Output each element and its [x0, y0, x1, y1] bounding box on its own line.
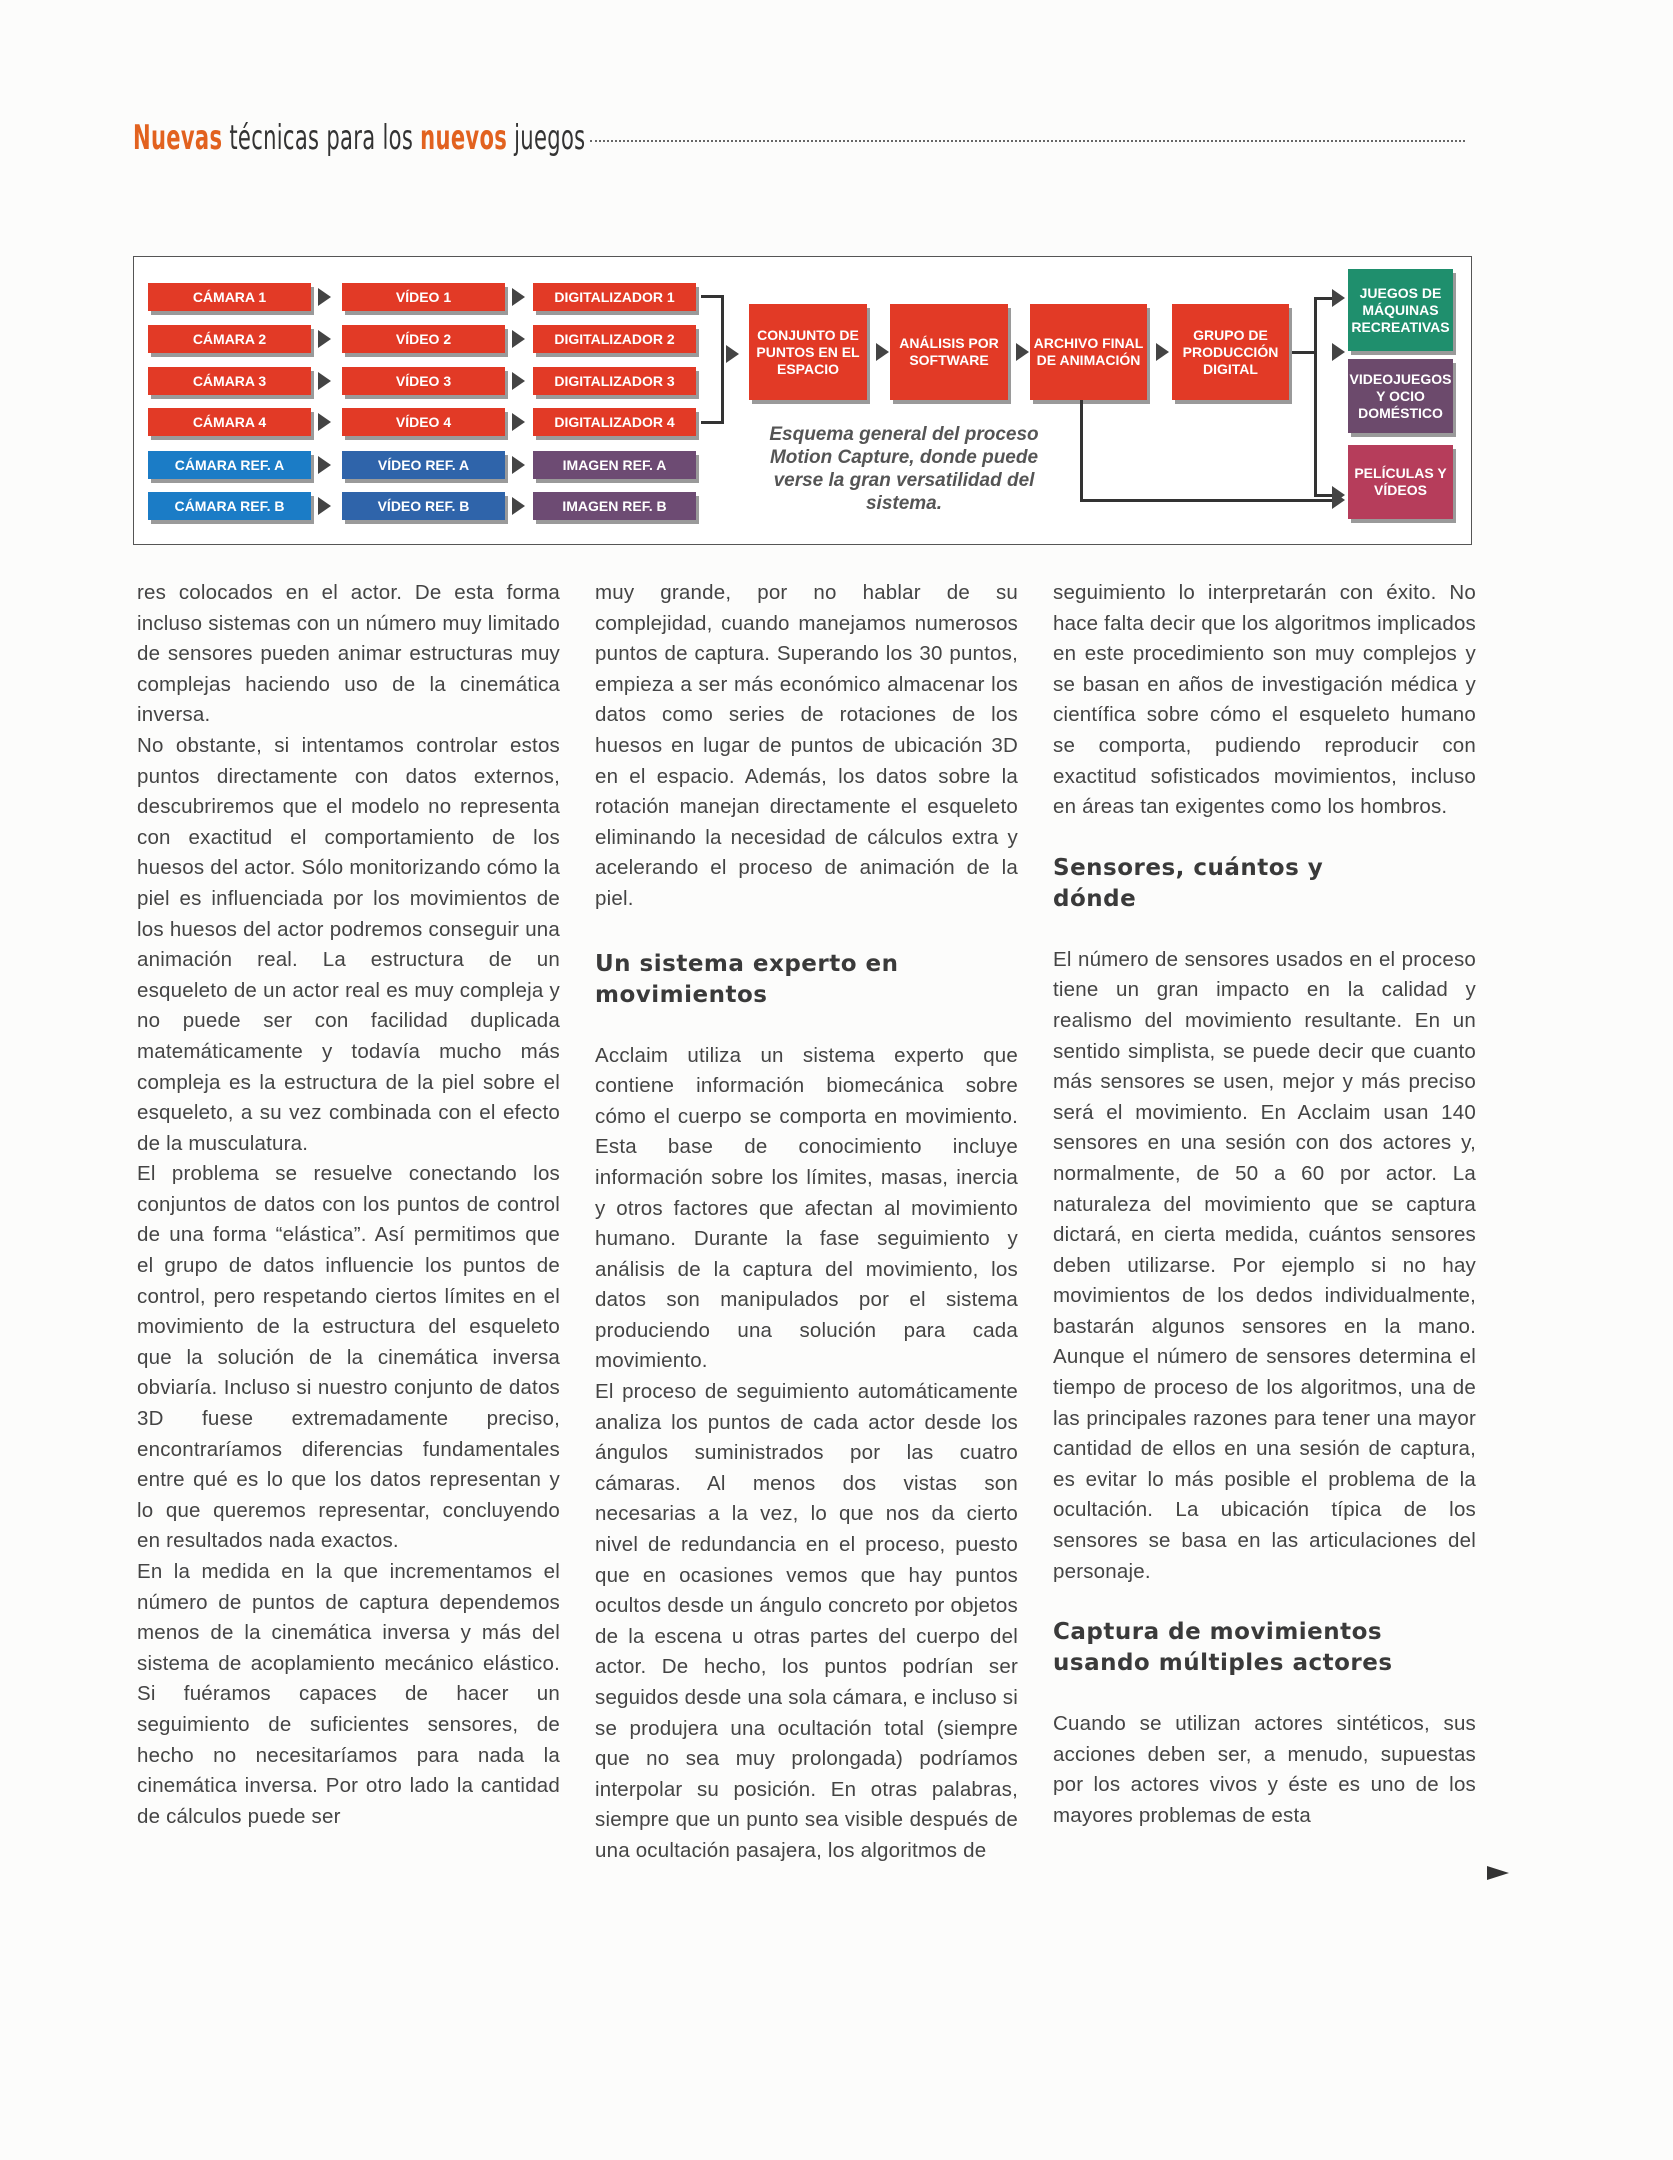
paragraph: El proceso de seguimiento automáticamente analiza los puntos de cada actor desde los ángulos suministrados por las cuatro cámaras. Al menos dos vistas son necesarias a la vez, lo que nos da cierto nivel de redundancia en el proceso, puesto que en ocasiones vemos que hay puntos ocultos desde un ángulo concreto por objetos de la escena u otras partes del cuerpo del actor. De hecho, los puntos podrían ser seguidos desde una sola cámara, e incluso si se produjera una ocultación total (siempre que no sea muy prolongada) podríamos interpolar su posición. En otras palabras, siempre que un punto sea visible después de una ocultación pasajera, los algoritmos de	[595, 1380, 1018, 1862]
video-box: VÍDEO 2	[342, 325, 505, 353]
bracket-line	[721, 295, 724, 424]
arrow-icon	[512, 413, 525, 431]
arrow-icon	[318, 372, 331, 390]
box-analisis: ANÁLISIS POR SOFTWARE	[890, 304, 1008, 400]
camera-box: CÁMARA 2	[148, 325, 311, 353]
arrow-icon	[318, 413, 331, 431]
video-box: VÍDEO REF. A	[342, 451, 505, 479]
digitizer-box: DIGITALIZADOR 2	[533, 325, 696, 353]
arrow-icon	[1332, 289, 1345, 307]
section-heading: Un sistema experto en movimientos	[595, 950, 899, 1008]
paragraph: Acclaim utiliza un sistema experto que contiene información biomecánica sobre cómo el cuerpo se comporta en movimiento. Esta base de conocimiento incluye información sobre los límites, masas, inercia y otros factores que afectan al movimiento humano. Durante la fase seguimiento y análisis de la captura del movimiento, los datos son manipulados por el sistema produciendo una solución para cada movimiento.	[595, 1043, 1018, 1373]
arrow-icon	[1016, 343, 1029, 361]
arrow-icon	[876, 343, 889, 361]
column-2	[595, 578, 1018, 1867]
digitizer-box: DIGITALIZADOR 3	[533, 367, 696, 395]
column-1	[137, 578, 560, 1832]
box-grupo: GRUPO DE PRODUCCIÓN DIGITAL	[1172, 304, 1289, 400]
arrow-icon	[1156, 343, 1169, 361]
continue-arrow-icon	[1487, 1866, 1509, 1880]
camera-box: CÁMARA 3	[148, 367, 311, 395]
motion-capture-diagram	[133, 256, 1472, 545]
arrow-icon	[1332, 343, 1345, 361]
arrow-icon	[318, 288, 331, 306]
connector-line	[1080, 400, 1083, 502]
paragraph: Cuando se utilizan actores sintéticos, sus acciones deben ser, a menudo, supuestas por los actores vivos y éste es uno de los mayores problemas de esta	[1053, 1712, 1476, 1827]
digitizer-box: DIGITALIZADOR 4	[533, 408, 696, 436]
camera-box: CÁMARA 1	[148, 283, 311, 311]
connector-line	[1314, 297, 1317, 497]
camera-box: CÁMARA REF. A	[148, 451, 311, 479]
arrow-icon	[512, 456, 525, 474]
video-box: VÍDEO 3	[342, 367, 505, 395]
connector-line	[1080, 499, 1332, 502]
video-box: VÍDEO 1	[342, 283, 505, 311]
paragraph: muy grande, por no hablar de su complejidad, cuando manejamos numerosos puntos de captura. Superando los 30 puntos, empieza a ser más económico almacenar los datos como series de rotaciones de los huesos en lugar de puntos de ubicación 3D en el espacio. Además, los datos sobre la rotación manejan directamente el esqueleto eliminando la necesidad de cálculos extra y acelerando el proceso de animación de la piel.	[595, 581, 1018, 910]
box-conjunto: CONJUNTO DE PUNTOS EN EL ESPACIO	[749, 304, 867, 400]
header-dotted-rule	[590, 140, 1465, 142]
bracket-line	[701, 421, 723, 424]
paragraph: No obstante, si intentamos controlar estos puntos directamente con datos externos, descubriremos que el modelo no representa con exactitud el comportamiento de los huesos del actor. Sólo monitorizando cómo la piel es influenciada por los movimientos de los huesos del actor podremos conseguir una animación real. La estructura de un esqueleto de un actor real es muy compleja y no puede ser con facilidad duplicada matemáticamente y todavía mucho más compleja es la estructura de la piel sobre el esqueleto, a su vez combinada con el efecto de la musculatura.	[137, 733, 560, 1155]
header-word: Nuevas	[133, 118, 223, 158]
box-archivo: ARCHIVO FINAL DE ANIMACIÓN	[1030, 304, 1147, 400]
arrow-icon	[512, 372, 525, 390]
connector-line	[1292, 351, 1314, 354]
arrow-icon	[512, 497, 525, 515]
arrow-icon	[512, 330, 525, 348]
digitizer-box: IMAGEN REF. B	[533, 492, 696, 520]
bracket-line	[701, 295, 723, 298]
arrow-icon	[726, 345, 739, 363]
output-movies: PELÍCULAS Y VÍDEOS	[1348, 445, 1453, 519]
arrow-icon	[1332, 491, 1345, 509]
arrow-icon	[318, 456, 331, 474]
paragraph: res colocados en el actor. De esta forma incluso sistemas con un número muy limitado de sensores pueden animar estructuras muy complejas haciendo uso de la cinemática inversa.	[137, 581, 560, 727]
digitizer-box: DIGITALIZADOR 1	[533, 283, 696, 311]
camera-box: CÁMARA 4	[148, 408, 311, 436]
connector-line	[1314, 494, 1334, 497]
paragraph: El número de sensores usados en el proceso tiene un gran impacto en la calidad y realismo del movimiento resultante. En un sentido simplista, se puede decir que cuanto más sensores se usen, mejor y más preciso será el movimiento. En Acclaim usan 140 sensores en una sesión con dos actores y, normalmente, de 50 a 60 por actor. La naturaleza del movimiento que se captura dictará, en cierta medida, cuántos sensores deben utilizarse. Por ejemplo si no hay movimientos de los dedos individualmente, bastarán algunos sensores en la mano. Aunque el número de sensores determina el tiempo de proceso de los algoritmos, una de las principales razones para tener una mayor cantidad de ellos en una sesión de captura, es evitar lo más posible el problema de la ocultación. La ubicación típica de los sensores se basa en las articulaciones del personaje.	[1053, 947, 1476, 1583]
video-box: VÍDEO REF. B	[342, 492, 505, 520]
paragraph: seguimiento lo interpretarán con éxito. No hace falta decir que los algoritmos implicados en este procedimiento son muy complejos y se basan en años de investigación médica y científica sobre cómo el esqueleto humano se comporta, pudiendo reproducir con exactitud sofisticados movimientos, incluso en áreas tan exigentes como los hombros.	[1053, 581, 1476, 819]
paragraph: El problema se resuelve conectando los conjuntos de datos con los puntos de control de una forma “elástica”. Así permitimos que el grupo de datos influencie los puntos de control, pero respetando ciertos límites en el movimiento de la estructura del esqueleto que la solución de la cinemática inversa obviaría. Incluso si nuestro conjunto de datos 3D fuese extremadamente preciso, encontraríamos diferencias fundamentales entre qué es lo que los datos representan y lo que queremos representar, concluyendo en resultados nada exactos.	[137, 1162, 560, 1553]
diagram-caption: Esquema general del proceso Motion Capture, donde puede verse la gran versatilidad del sistema.	[769, 424, 1039, 514]
header-word: nuevos	[420, 118, 508, 158]
running-header	[133, 118, 585, 158]
header-word: juegos	[514, 118, 586, 158]
video-box: VÍDEO 4	[342, 408, 505, 436]
arrow-icon	[512, 288, 525, 306]
camera-box: CÁMARA REF. B	[148, 492, 311, 520]
paragraph: En la medida en la que incrementamos el número de puntos de captura dependemos menos de la cinemática inversa y más del sistema de acoplamiento mecánico elástico. Si fuéramos capaces de hacer un seguimiento de suficientes sensores, de hecho no necesitaríamos para nada la cinemática inversa. Por otro lado la cantidad de cálculos puede ser	[137, 1560, 560, 1828]
digitizer-box: IMAGEN REF. A	[533, 451, 696, 479]
section-heading: Sensores, cuántos y dónde	[1053, 854, 1324, 912]
arrow-icon	[318, 330, 331, 348]
output-videogames: VIDEOJUEGOS Y OCIO DOMÉSTICO	[1348, 359, 1453, 433]
connector-line	[1314, 297, 1334, 300]
column-3	[1053, 578, 1476, 1832]
arrow-icon	[318, 497, 331, 515]
header-word: técnicas para los	[229, 118, 414, 158]
section-heading: Captura de movimientos usando múltiples actores	[1053, 1619, 1393, 1677]
output-arcade: JUEGOS DE MÁQUINAS RECREATIVAS	[1348, 269, 1453, 351]
